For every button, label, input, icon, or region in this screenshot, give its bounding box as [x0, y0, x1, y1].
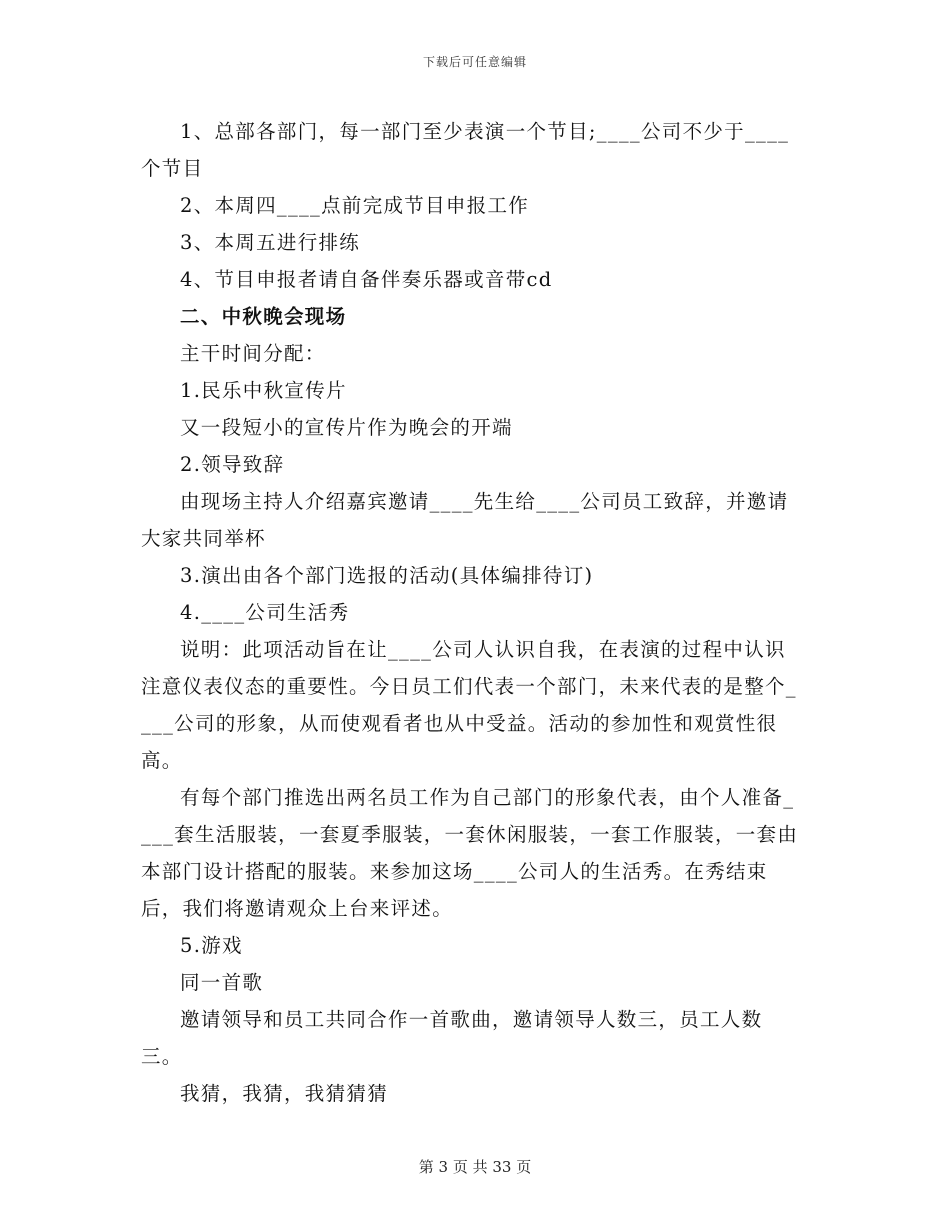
paragraph: 5.游戏 — [180, 934, 243, 957]
paragraph: 2、本周四____点前完成节目申报工作 — [180, 194, 530, 217]
page-header: 下载后可任意编辑 — [422, 55, 527, 69]
paragraph: 有每个部门推选出两名员工作为自己部门的形象代表，由个人准备____套生活服装，一套夏季服装，一套休闲服装，一套工作服装，一套由本部门设计搭配的服装。来参加这场____公司人的生活秀。在秀结束后，我们将邀请观众上台来评述。 — [141, 786, 799, 920]
paragraph: 3.演出由各个部门选报的活动(具体编排待订) — [180, 564, 594, 587]
paragraph: 同一首歌 — [180, 971, 264, 994]
paragraph: 由现场主持人介绍嘉宾邀请____先生给____公司员工致辞，并邀请大家共同举杯 — [141, 490, 789, 550]
page-footer: 第 3 页 共 33 页 — [418, 1158, 532, 1176]
paragraph: 4.____公司生活秀 — [180, 601, 350, 624]
section-heading: 二、中秋晚会现场 — [180, 305, 347, 328]
paragraph: 1.民乐中秋宣传片 — [180, 379, 347, 402]
paragraph: 1、总部各部门，每一部门至少表演一个节目;____公司不少于____个节目 — [141, 120, 790, 180]
paragraph: 又一段短小的宣传片作为晚会的开端 — [180, 416, 513, 439]
paragraph: 我猜，我猜，我猜猜猜 — [180, 1082, 389, 1105]
paragraph: 4、节目申报者请自备伴奏乐器或音带cd — [180, 268, 553, 291]
document-body — [141, 113, 801, 1112]
paragraph: 3、本周五进行排练 — [180, 231, 361, 254]
paragraph: 邀请领导和员工共同合作一首歌曲，邀请领导人数三，员工人数三。 — [141, 1008, 763, 1068]
paragraph: 2.领导致辞 — [180, 453, 285, 476]
paragraph: 说明：此项活动旨在让____公司人认识自我，在表演的过程中认识注意仪表仪态的重要性。今日员工们代表一个部门，未来代表的是整个____公司的形象，从而使观看者也从中受益。活动的参加性和观赏性很高。 — [141, 638, 797, 772]
paragraph: 主干时间分配： — [180, 342, 326, 365]
